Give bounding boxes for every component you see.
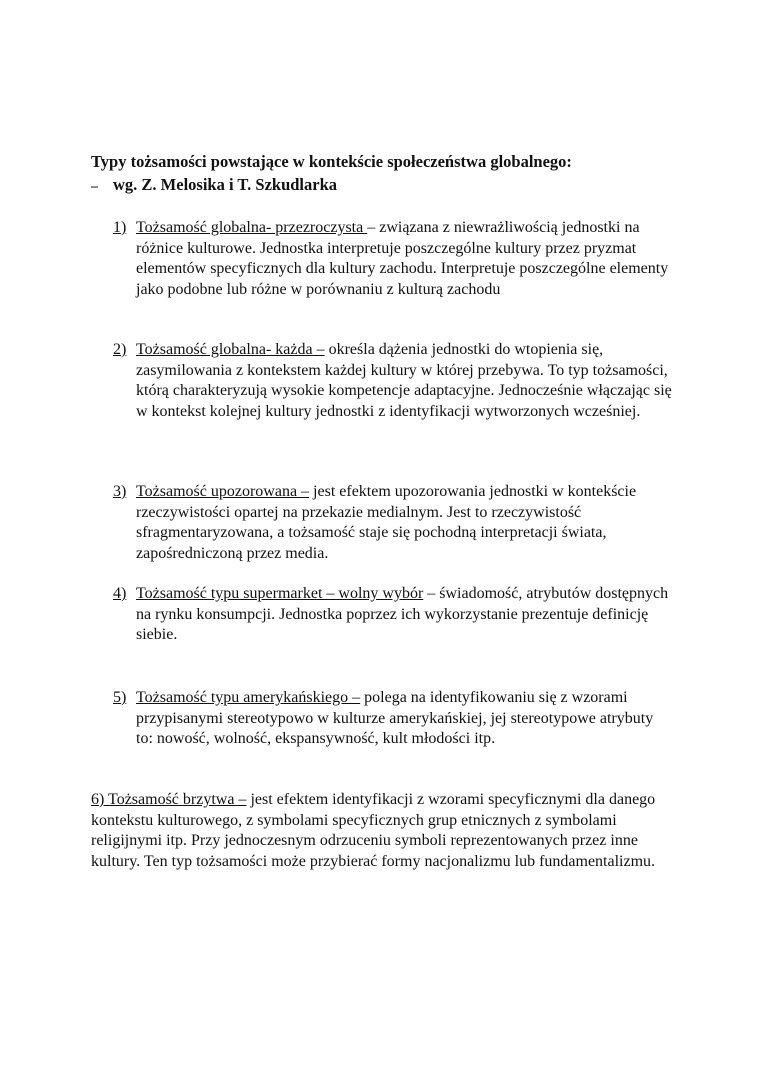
list-item-heading: Tożsamość upozorowana – — [136, 483, 310, 500]
list-item-body — [136, 218, 673, 300]
list-item-heading: Tożsamość globalna- każda – — [136, 341, 325, 358]
list-item-4 — [113, 584, 673, 646]
list-item-5 — [113, 688, 673, 750]
list-item-body — [136, 340, 673, 422]
list-item-body — [136, 688, 673, 750]
subtitle-row — [91, 175, 337, 195]
list-item-text: – związana z niewrażliwością jednostki na różnice kulturowe. Jednostka interpretuje poszczególne kultury przez pryzmat elementów specyficznych dla kultury zachodu. Interpretuje poszczególne elementy jako podobne lub różne w porównaniu z kulturą zachodu — [136, 219, 669, 298]
list-item-heading: Tożsamość typu supermarket – wolny wybór — [136, 585, 424, 602]
list-item-2 — [113, 340, 673, 422]
list-item-text: polega na identyfikowaniu się z wzorami przypisanymi stereotypowo w kulturze amerykańskiej, jej stereotypowe atrybuty to: nowość, wolność, ekspansywność, kult młodości itp. — [136, 689, 654, 747]
document-title: Typy tożsamości powstające w kontekście społeczeństwa globalnego: — [91, 152, 572, 171]
list-item-number: 5) — [113, 689, 127, 706]
list-item-number: 1) — [113, 219, 127, 236]
list-item-number: 4) — [113, 585, 127, 602]
list-item-text: jest efektem upozorowania jednostki w kontekście rzeczywistości opartej na przekazie medialnym. Jest to rzeczywistość sfragmentaryzowana, a tożsamość staje się pochodną interpretacji świata, zapośredniczoną przez media. — [136, 483, 637, 562]
list-item-body — [136, 482, 673, 564]
list-item-body — [136, 584, 673, 646]
paragraph-6 — [91, 790, 681, 872]
list-item-number: 3) — [113, 483, 127, 500]
list-item-3 — [113, 482, 673, 564]
list-item-number: 2) — [113, 341, 127, 358]
list-item-1 — [113, 218, 673, 300]
document-subtitle: wg. Z. Melosika i T. Szkudlarka — [113, 175, 338, 194]
paragraph-6-text: jest efektem identyfikacji z wzorami specyficznymi dla danego kontekstu kulturowego, z symbolami specyficznych grup etnicznych z symbolami religijnymi itp. Przy jednoczesnym odrzuceniu symboli reprezentowanych przez inne kultury. Ten typ tożsamości może przybierać formy nacjonalizmu lub fundamentalizmu. — [91, 791, 656, 870]
paragraph-6-heading: 6) Tożsamość brzytwa – — [91, 791, 247, 808]
list-item-text: – świadomość, atrybutów dostępnych na rynku konsumpcji. Jednostka poprzez ich wykorzystanie prezentuje definicję siebie. — [136, 585, 669, 643]
list-item-heading: Tożsamość globalna- przezroczysta — [136, 219, 368, 236]
bullet-dash: – — [91, 179, 98, 194]
list-item-text: określa dążenia jednostki do wtopienia się, zasymilowania z kontekstem każdej kultury w której przebywa. To typ tożsamości, którą charakteryzują wysokie kompetencje adaptacyjne. Jednocześnie włączając się w kontekst kolejnej kultury jednostki z identyfikacji wytworzonych wcześniej. — [136, 341, 672, 420]
list-item-heading: Tożsamość typu amerykańskiego – — [136, 689, 361, 706]
